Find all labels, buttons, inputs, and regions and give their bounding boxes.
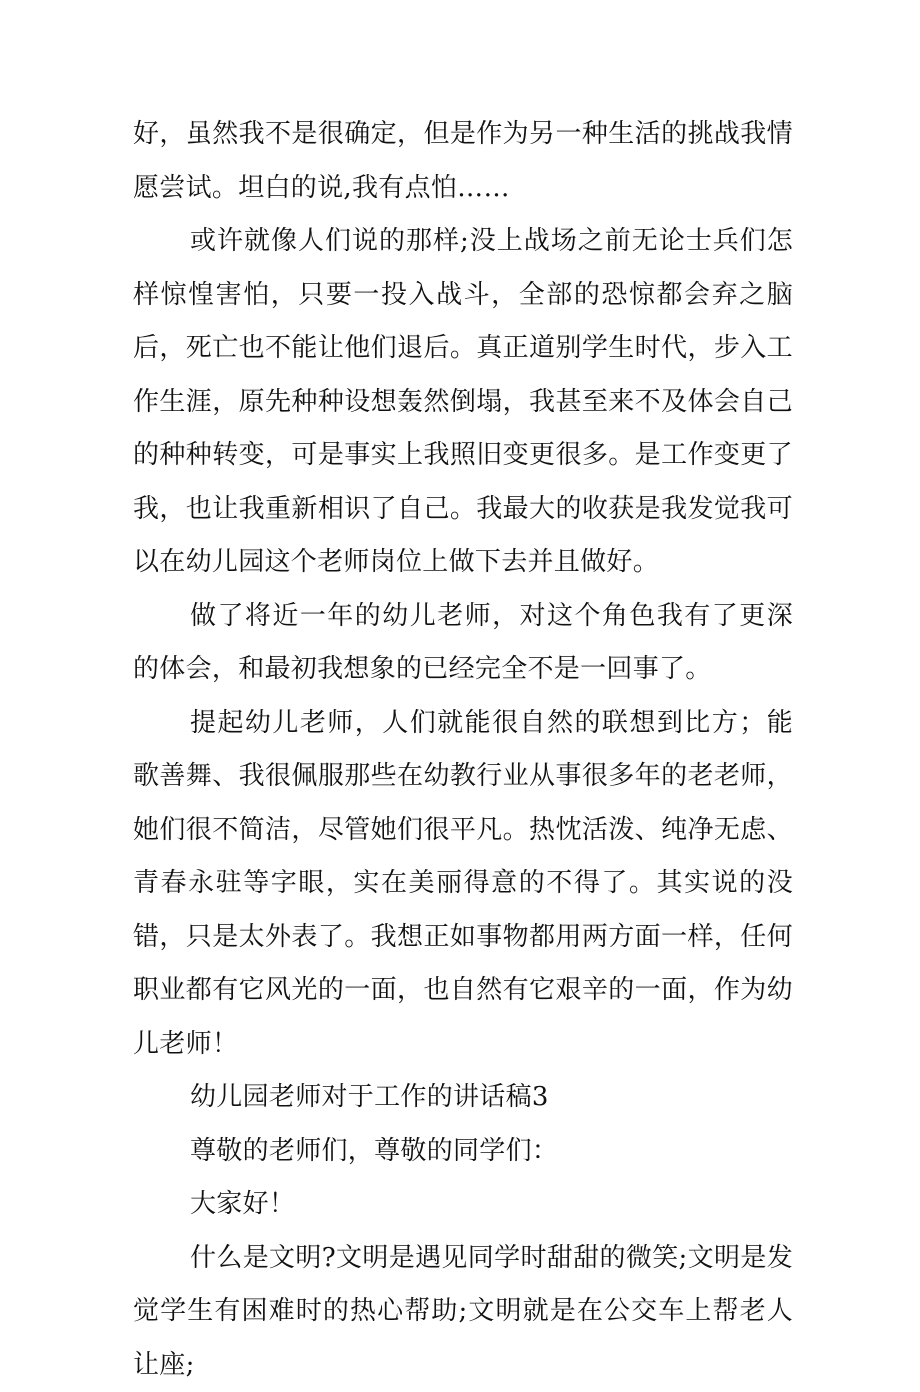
paragraph: 什么是文明?文明是遇见同学时甜甜的微笑;文明是发觉学生有困难时的热心帮助;文明就是在公交车上帮老人让座;: [133, 1232, 793, 1392]
section-heading: 幼儿园老师对于工作的讲话稿3: [133, 1071, 793, 1125]
paragraph: 提起幼儿老师，人们就能很自然的联想到比方；能歌善舞、我很佩服那些在幼教行业从事很多年的老老师，她们很不简洁，尽管她们很平凡。热忱活泼、纯净无虑、青春永驻等字眼，实在美丽得意的不得了。其实说的没错，只是太外表了。我想正如事物都用两方面一样，任何职业都有它风光的一面，也自然有它艰辛的一面，作为幼儿老师！: [133, 697, 793, 1072]
document-body: [133, 108, 793, 1392]
paragraph: 或许就像人们说的那样;没上战场之前无论士兵们怎样惊惶害怕，只要一投入战斗，全部的恐惊都会弃之脑后，死亡也不能让他们退后。真正道别学生时代，步入工作生涯，原先种种设想轰然倒塌，我甚至来不及体会自己的种种转变，可是事实上我照旧变更很多。是工作变更了我，也让我重新相识了自己。我最大的收获是我发觉我可以在幼儿园这个老师岗位上做下去并且做好。: [133, 215, 793, 590]
greeting: 大家好！: [133, 1178, 793, 1232]
paragraph: 做了将近一年的幼儿老师，对这个角色我有了更深的体会，和最初我想象的已经完全不是一回事了。: [133, 590, 793, 697]
paragraph-continuation: 好，虽然我不是很确定，但是作为另一种生活的挑战我情愿尝试。坦白的说,我有点怕……: [133, 108, 793, 215]
salutation: 尊敬的老师们，尊敬的同学们：: [133, 1125, 793, 1179]
